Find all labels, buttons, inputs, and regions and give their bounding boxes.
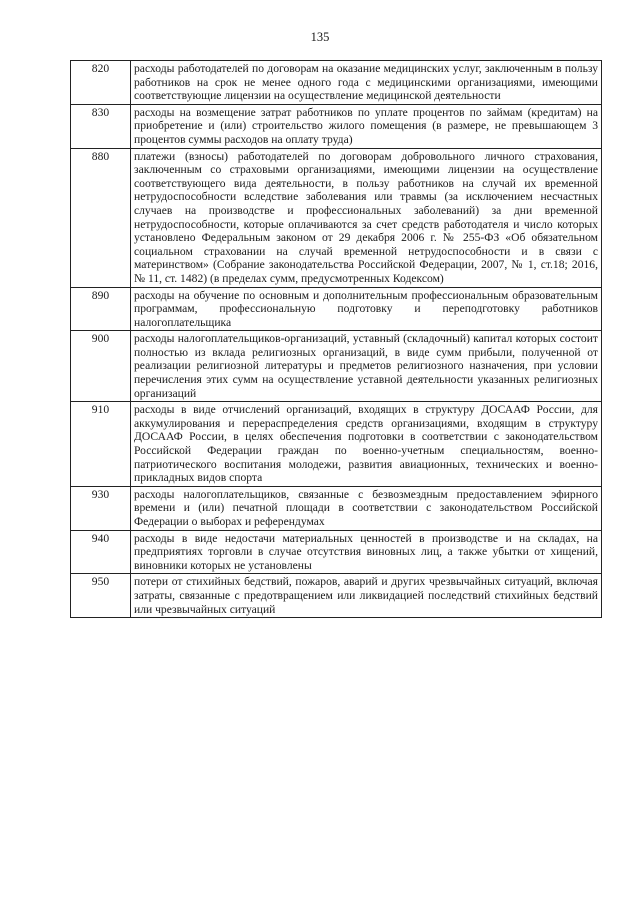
table-row <box>71 61 602 105</box>
table-row <box>71 402 602 487</box>
expense-codes-table <box>70 60 602 618</box>
row-description: потери от стихийных бедствий, пожаров, аварий и других чрезвычайных ситуаций, включая затраты, связанные с предотвращением или ликвидацией последствий стихийных бедствий или чрезвычайных ситуаций <box>131 574 602 618</box>
table-row <box>71 530 602 574</box>
table-row <box>71 104 602 148</box>
row-description: платежи (взносы) работодателей по договорам добровольного личного страхования, заключенным со страховыми организациями, имеющими лицензии на осуществление соответствующего вида деятельности, в пользу работников на случай их временной нетрудоспособности вследствие заболевания или травмы (за исключением несчастных случаев на производстве и профессиональных заболеваний) за дни временной нетрудоспособности, которые оплачиваются за счет средств работодателя и число которых установлено Федеральным законом от 29 декабря 2006 г. № 255-ФЗ «Об обязательном социальном страховании на случай временной нетрудоспособности и в связи с материнством» (Собрание законодательства Российской Федерации, 2007, № 1, ст.18; 2016, № 11, ст. 1482) (в пределах сумм, предусмотренных Кодексом) <box>131 148 602 287</box>
row-code: 910 <box>71 402 131 487</box>
table-row <box>71 287 602 331</box>
table-row <box>71 574 602 618</box>
row-description: расходы в виде недостачи материальных ценностей в производстве и на складах, на предприятиях торговли в случае отсутствия виновных лиц, а также убытки от хищений, виновники которых не установлены <box>131 530 602 574</box>
row-description: расходы в виде отчислений организаций, входящих в структуру ДОСААФ России, для аккумулирования и перераспределения средств организациями, входящим в структуру ДОСААФ России, в целях обеспечения подготовки в соответствии с законодательством Российской Федерации граждан по военно-учетным специальностям, военно-патриотического воспитания молодежи, развития авиационных, технических и военно-прикладных видов спорта <box>131 402 602 487</box>
page-number: 135 <box>310 30 330 44</box>
table-row <box>71 331 602 402</box>
row-description: расходы на возмещение затрат работников по уплате процентов по займам (кредитам) на приобретение и (или) строительство жилого помещения (в размере, не превышающем 3 процентов суммы расходов на оплату труда) <box>131 104 602 148</box>
row-code: 880 <box>71 148 131 287</box>
row-description: расходы работодателей по договорам на оказание медицинских услуг, заключенным в пользу работников на срок не менее одного года с медицинскими организациями, имеющими соответствующие лицензии на осуществление медицинской деятельности <box>131 61 602 105</box>
row-code: 950 <box>71 574 131 618</box>
row-code: 830 <box>71 104 131 148</box>
row-code: 940 <box>71 530 131 574</box>
table-row <box>71 486 602 530</box>
row-code: 820 <box>71 61 131 105</box>
table-row <box>71 148 602 287</box>
row-code: 900 <box>71 331 131 402</box>
row-description: расходы на обучение по основным и дополнительным профессиональным образовательным программам, профессиональную подготовку и переподготовку работников налогоплательщика <box>131 287 602 331</box>
row-code: 890 <box>71 287 131 331</box>
row-description: расходы налогоплательщиков-организаций, уставный (складочный) капитал которых состоит полностью из вклада религиозных организаций, в виде сумм прибыли, полученной от реализации религиозной литературы и предметов религиозного назначения, при условии перечисления этих сумм на осуществление уставной деятельности указанных религиозных организаций <box>131 331 602 402</box>
row-code: 930 <box>71 486 131 530</box>
row-description: расходы налогоплательщиков, связанные с безвозмездным предоставлением эфирного времени и (или) печатной площади в соответствии с законодательством Российской Федерации о выборах и референдумах <box>131 486 602 530</box>
